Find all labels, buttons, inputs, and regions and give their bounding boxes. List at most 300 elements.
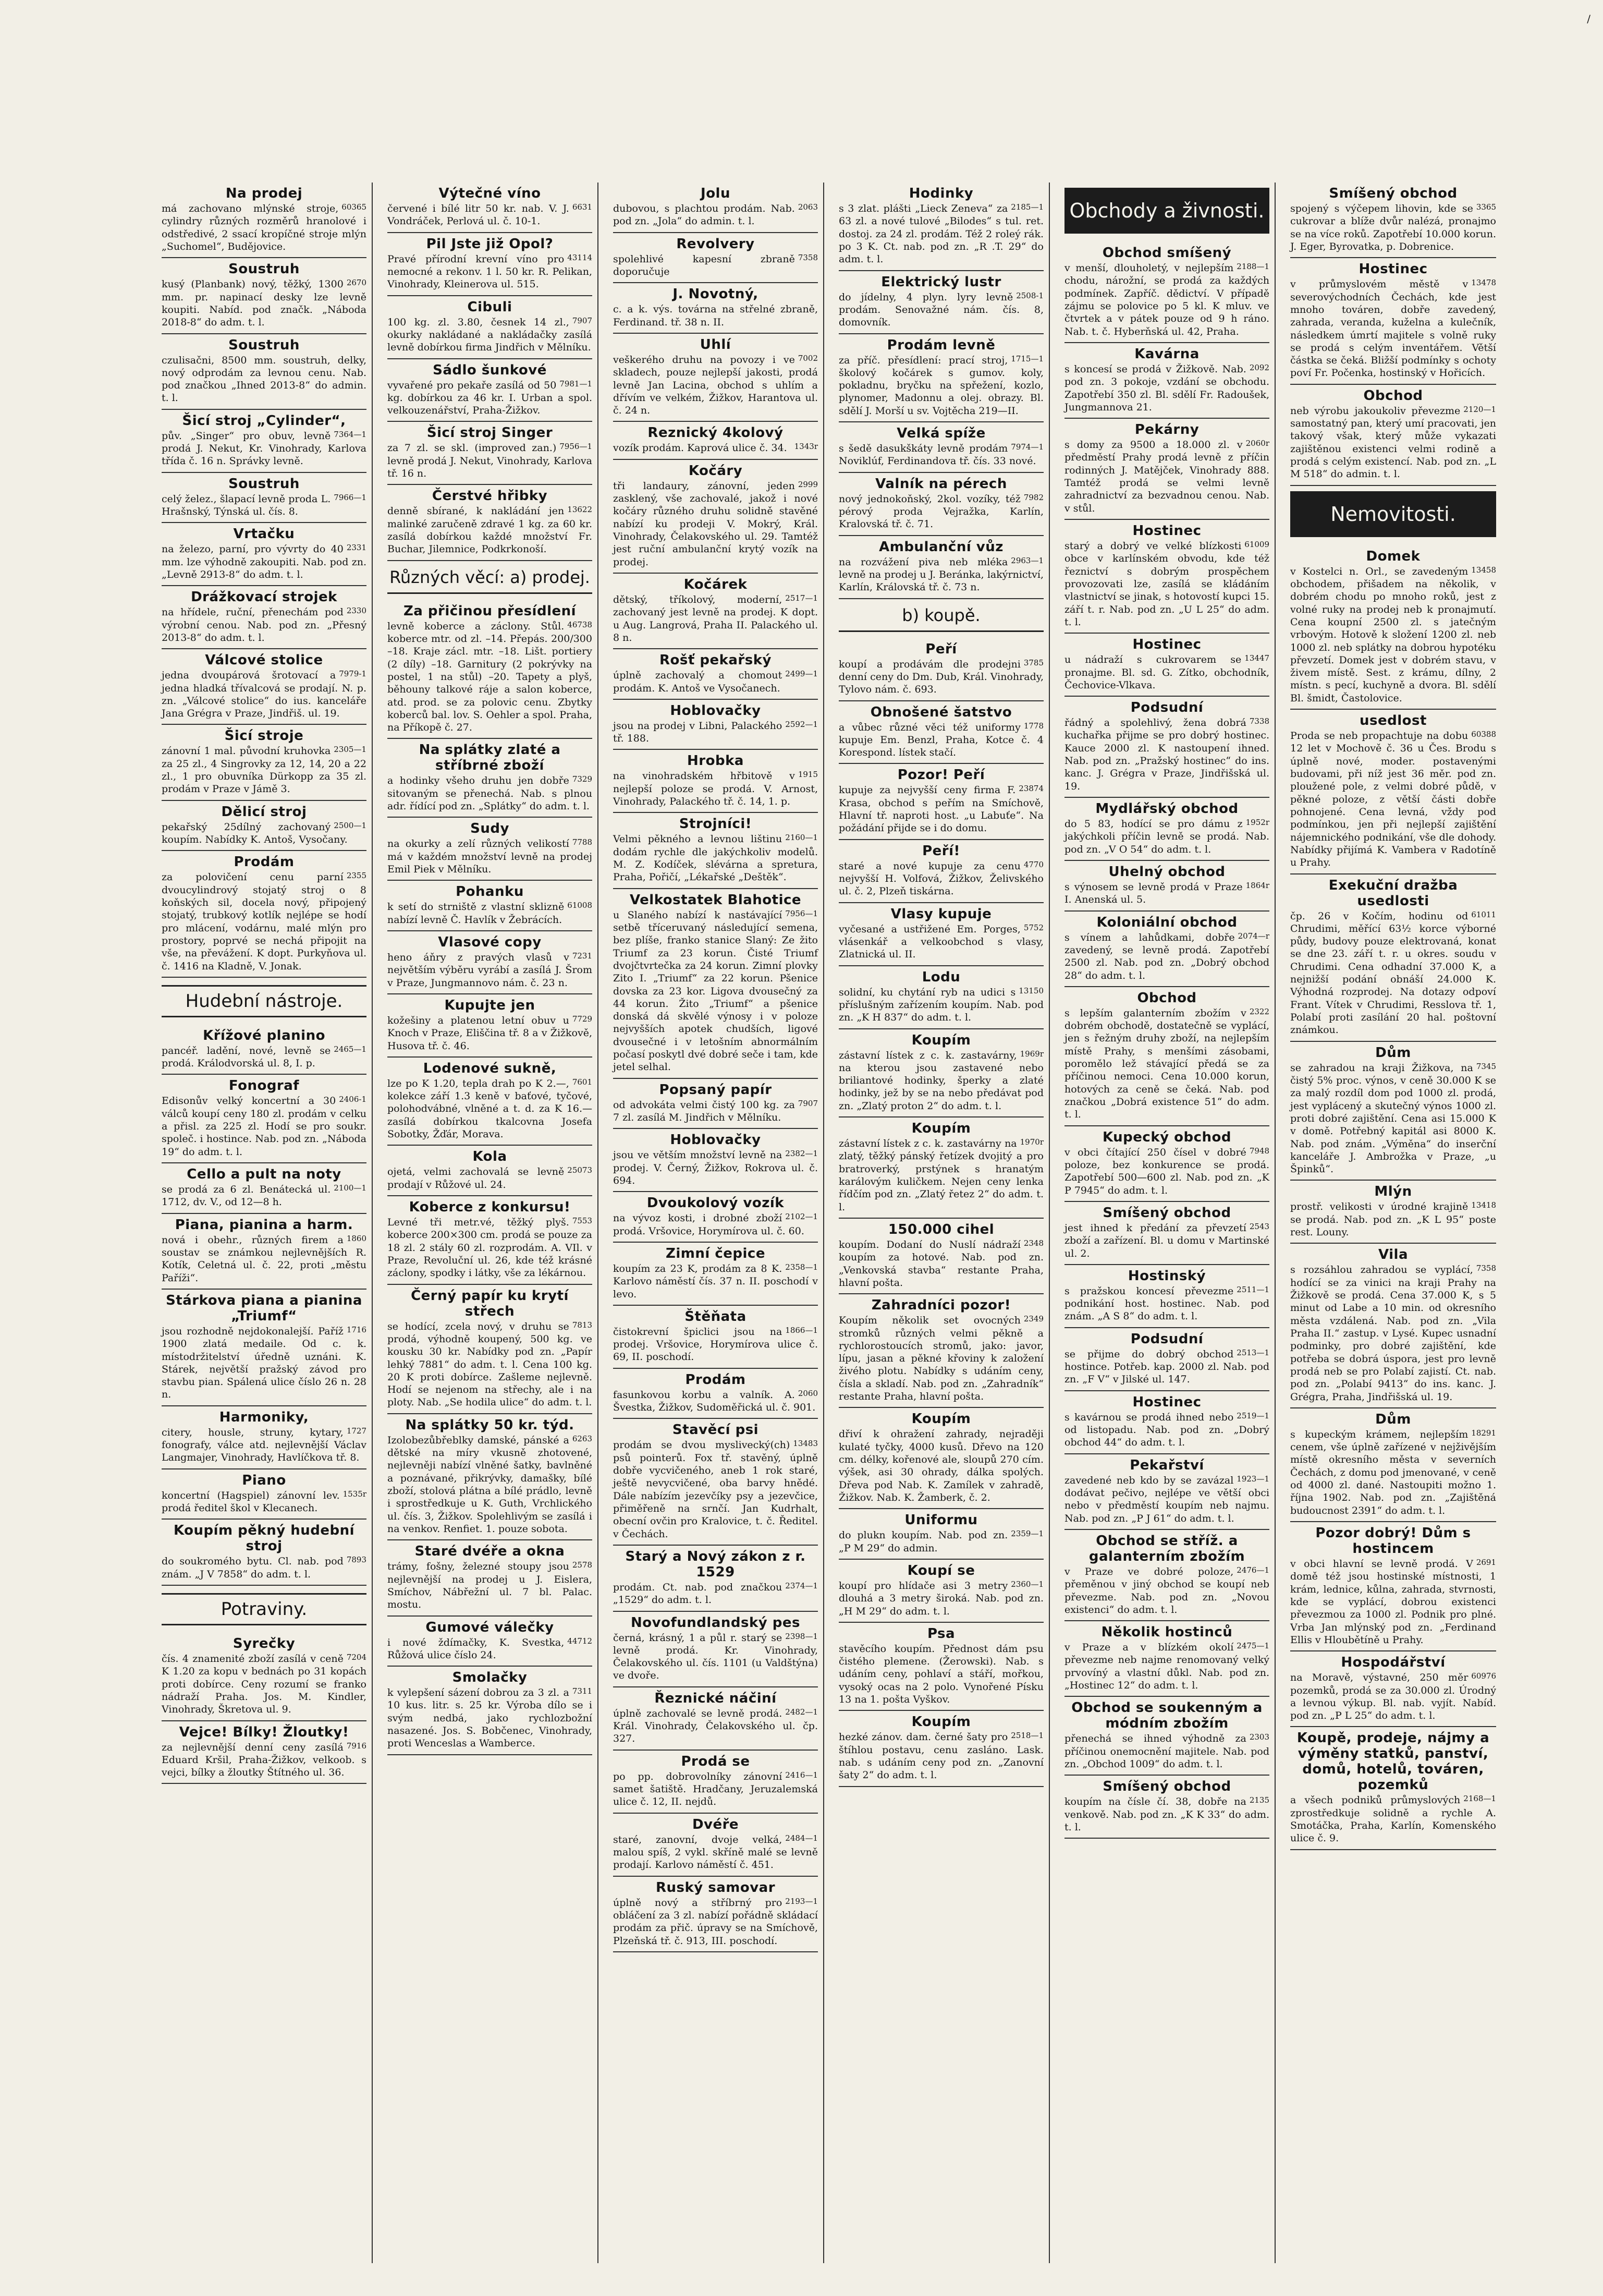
ad-title: Revolvery xyxy=(676,236,755,252)
ad-reference-number: 2349 xyxy=(1023,1314,1044,1324)
ad-text xyxy=(613,1149,818,1187)
classified-ad xyxy=(839,536,1044,599)
ad-text xyxy=(613,1326,818,1364)
ad-title: Valník na pérech xyxy=(875,476,1007,492)
classified-ad xyxy=(613,1687,818,1751)
classified-ad xyxy=(1290,1042,1496,1181)
ad-text xyxy=(162,1555,366,1581)
ad-body: se zahradou na kraji Žižkova, na čistý 5% proc. výnos, v ceně 30.000 K se za malý rozdíl dom pod 1000 zl. prodá, jest vyplácený a skutečný výnos 1000 zl. proti dobré zajištění. Cena asi 15.000 K v domě. Potřebný kapitál asi 8000 K. Nab. pod znám. „Výměna“ do inserční kanceláře J. Ambrožka v Praze, „u Špinků“. xyxy=(1290,1062,1496,1175)
ad-body: koupí a prodávám dle prodejni denní ceny do Dm. Dub, Král. Vinohrady, Tylovo nám. č. 693. xyxy=(839,658,1044,696)
ad-reference-number: 2382—1 xyxy=(785,1149,818,1159)
ad-body: na rozvážení piva neb mléka levně na prodej u J. Beránka, lakýrnictví, Karlín, Královská tř. č. 73 n. xyxy=(839,556,1044,593)
classified-ad xyxy=(613,1369,818,1419)
ad-body: s kupeckým krámem, nejlepším cenem, vše úplně zařízené v nejživějším místě okresního města v severních Čechách, z domu pod jmenované, v ceně od 4000 zl. dané. Nastoupiti možno 1. října 1902. Nab. pod zn. „Zajištěná budoucnost 2391“ do adm. t. l. xyxy=(1290,1428,1496,1516)
classified-ad xyxy=(1290,1244,1496,1408)
classified-ad xyxy=(162,334,366,410)
ad-body: kusý (Planbank) nový, těžký, 1300 mm. pr. napinací desky lze levně koupiti. Nabíd. pod značk. „Náboda 2018-8“ do adm. t. l. xyxy=(162,278,366,329)
ad-text xyxy=(387,1216,592,1280)
ad-reference-number: 7948 xyxy=(1249,1146,1269,1156)
classified-ad xyxy=(387,600,592,739)
ad-text xyxy=(162,1489,366,1515)
ad-title: Jolu xyxy=(701,186,730,201)
ad-reference-number: 7982 xyxy=(1023,492,1044,502)
ad-body: k setí do strniště z vlastní sklizně nabízí levně Č. Havlík v Žebrácích. xyxy=(387,901,565,926)
ad-body: dřiví k ohražení zahrady, nejraději kulaté tyčky, 4000 kusů. Dřevo na 120 cm. délky, kořenové ale, sloupů 270 cím. výšek, asi 30 ohrady, dálka spolých. Dřeva pod Nab. K. Zamílek v zahradě, Žižkov. Nab. K. Žamberk, č. 2. xyxy=(839,1428,1044,1503)
classified-ad xyxy=(1290,258,1496,385)
ad-text xyxy=(162,745,366,795)
ad-title: Vrtačku xyxy=(233,526,295,542)
ad-title: Výtečné víno xyxy=(438,186,541,201)
ad-title: Domek xyxy=(1366,548,1421,564)
ad-title: Na splátky 50 kr. týd. xyxy=(405,1417,574,1433)
classified-ad xyxy=(387,881,592,931)
ad-text xyxy=(1290,1671,1496,1722)
ad-body: s výnosem se levně prodá v Praze I. Anenská ul. 5. xyxy=(1064,881,1243,906)
ad-text xyxy=(1290,278,1496,380)
ad-reference-number: 7907 xyxy=(798,1098,818,1108)
ad-reference-number: 2193—1 xyxy=(785,1896,818,1906)
classified-ad xyxy=(162,1025,366,1075)
column-2 xyxy=(382,183,598,2263)
ad-text xyxy=(613,1897,818,1947)
ad-text xyxy=(162,1044,366,1070)
ad-reference-number: 2517—1 xyxy=(785,593,818,603)
ad-text xyxy=(613,1833,818,1872)
ad-title: Soustruh xyxy=(228,337,300,353)
ad-text xyxy=(839,1137,1044,1213)
ad-text xyxy=(162,606,366,644)
ad-title: Piano xyxy=(242,1472,286,1488)
classified-ad xyxy=(387,1540,592,1616)
ad-body: na hřídele, ruční, přenechám pod výrobní cenou. Nab. pod zn. „Přesný 2013-8“ do adm. t. l. xyxy=(162,606,366,643)
ad-body: úplně zachovalé se levně prodá. Král. Vinohrady, Čelakovského ul. čp. 327. xyxy=(613,1707,818,1745)
ad-text xyxy=(613,669,818,695)
ad-text xyxy=(839,354,1044,418)
ad-body: lze po K 1.20, tepla drah po K 2.—, kolekce září 1.3 keně v baťové, tyčové, polohodvábné, vlněné a t. d. za K 16.— zasílá dobírkou tkalcovna Josefa Sobotky, Žďár, Morava. xyxy=(387,1077,592,1140)
ad-title: Gumové válečky xyxy=(425,1619,554,1635)
ad-body: hezké zánov. dam. černé šaty pro štíhlou postavu, cenu zasláno. Lask. nab. s udáním ceny pod zn. „Zanovní šaty 2“ do adm. t. l. xyxy=(839,1731,1044,1781)
ad-title: Prodám levně xyxy=(887,337,996,353)
ad-text xyxy=(839,493,1044,531)
ad-text xyxy=(1290,1558,1496,1646)
ad-text xyxy=(613,354,818,417)
ad-title: Hrobka xyxy=(687,753,744,769)
ad-text xyxy=(613,593,818,644)
classified-ads-page xyxy=(156,183,1501,2263)
classified-ad xyxy=(387,422,592,485)
classified-ad xyxy=(1290,1408,1496,1522)
ad-title: Čerstvé hřibky xyxy=(432,488,548,504)
ad-title: Cibuli xyxy=(467,299,512,315)
ad-text xyxy=(1290,1264,1496,1403)
classified-ad xyxy=(1064,1621,1269,1697)
classified-ad xyxy=(162,258,366,334)
ad-body: na železo, parní, pro vývrty do 40 mm. lze výhodně zakoupiti. Nab. pod zn. „Levně 2913-8“ do adm. t. l. xyxy=(162,543,366,580)
ad-reference-number: 2188—1 xyxy=(1237,262,1269,271)
ad-text xyxy=(1064,818,1269,856)
section-heading: Hudební nástroje. xyxy=(162,985,366,1017)
ad-reference-number: 1716 xyxy=(346,1325,366,1334)
ad-text xyxy=(613,1262,818,1301)
classified-ad xyxy=(387,1285,592,1414)
classified-ad xyxy=(387,183,592,233)
ad-body: prodám se dvou myslivecký(ch) psů pointerů. Fox tř. stavěný, úplně dobře vycvičeného, aneb 1 rok staré, ještě nevycvičené, oba barvy hnědé. Dále nabízím jezevčíky psy a jezevčice, přiměřeně na srnčí. Jan Kudrhalt, obecní ovčin pro Kralovice, t. č. Ředitel. v Čechách. xyxy=(613,1439,818,1540)
classified-ad xyxy=(613,649,818,700)
ad-text xyxy=(613,720,818,745)
classified-ad xyxy=(613,813,818,889)
ad-reference-number: 7974—1 xyxy=(1011,442,1044,452)
ad-text xyxy=(839,1643,1044,1706)
ad-title: Pozor dobrý! Dům s hostincem xyxy=(1315,1525,1471,1557)
classified-ad xyxy=(1064,242,1269,343)
classified-ad xyxy=(839,1219,1044,1294)
ad-body: jedna dvoupárová šrotovací a jedna hladká třívalcová se prodají. N. p. zn. „Válcové stolice“ do ius. kanceláře Jana Grégra v Praze, Jindřiš. ul. 19. xyxy=(162,670,366,720)
ad-reference-number: 7231 xyxy=(572,951,592,961)
ad-reference-number: 7358 xyxy=(1476,1264,1496,1273)
ad-title: Koloniální obchod xyxy=(1096,914,1238,930)
ad-reference-number: 2578 xyxy=(572,1560,592,1570)
ad-body: Edisonův velký koncertní a 30 válců koupí ceny 180 zl. prodám v celku a přisl. za 225 zl. Hodí se pro soukr. společ. i hostince. Nab. pod zn. „Náboda 19“ do adm. t. l. xyxy=(162,1095,366,1158)
ad-reference-number: 2482—1 xyxy=(785,1707,818,1717)
ad-body: čís. 4 znamenité zboží zasílá v ceně K 1.20 za kopu v bednách po 31 kopách proti dobírce. Ceny rozumí se franko nádraží Praha. Jos. M. Kindler, Vinohrady, Škretova ul. 9. xyxy=(162,1653,366,1716)
classified-ad xyxy=(613,183,818,233)
ad-text xyxy=(1064,1285,1269,1323)
ad-text xyxy=(162,543,366,581)
ad-body: trámy, fošny, železné stoupy jsou nejlevnější na prodej u J. Eislera, Smíchov, Nábřežní ul. 7 bl. Palac. mostu. xyxy=(387,1561,592,1611)
ad-title: Zimní čepice xyxy=(666,1245,765,1261)
classified-ad xyxy=(613,334,818,422)
ad-reference-number: 7979-1 xyxy=(339,669,366,679)
ad-body: koupím za 23 K, prodám za 8 K. Karlovo náměstí čís. 37 n. II. poschodí v levo. xyxy=(613,1262,818,1300)
ad-text xyxy=(387,1320,592,1409)
classified-ad xyxy=(1064,1697,1269,1776)
classified-ad xyxy=(387,1414,592,1541)
ad-text xyxy=(387,1165,592,1191)
classified-ad xyxy=(1064,912,1269,987)
ad-body: s 3 zlat. plášti „Lieck Zeneva“ za 63 zl. a nové tulové „Bilodes“ s tul. ret. dostoj. za 24 zl. prodám. Též 2 roleý rák. po 3 K. Ct. nab. pod zn. „R .T. 29“ do adm. t. l. xyxy=(839,203,1044,265)
ad-title: Podsudní xyxy=(1130,700,1204,716)
ad-text xyxy=(839,784,1044,834)
ad-text xyxy=(613,202,818,228)
ad-text xyxy=(1064,1732,1269,1770)
ad-reference-number: 7966—1 xyxy=(334,492,366,502)
ad-body: jsou na prodej v Libni, Palackého tř. 188. xyxy=(613,720,782,745)
ad-reference-number: 1860 xyxy=(346,1233,366,1243)
ad-body: solidní, ku chytání ryb na udici s příslušným zařízením koupím. Nab. pod zn. „K H 837“ do adm. t. l. xyxy=(839,986,1044,1024)
ad-reference-number: 2330 xyxy=(346,606,366,616)
ad-reference-number: 7358 xyxy=(798,252,818,262)
classified-ad xyxy=(162,183,366,258)
ad-title: Štěňata xyxy=(684,1308,747,1325)
classified-ad xyxy=(839,473,1044,536)
ad-text xyxy=(839,721,1044,759)
ad-body: a hodinky všeho druhu jen dobře sitovaným se přenechá. Nab. s plnou adr. řídící pod zn. „Splátky“ do adm. t. l. xyxy=(387,775,592,812)
classified-ad xyxy=(162,586,366,649)
ad-title: Hodinky xyxy=(909,186,974,201)
ad-body: veškerého druhu na povozy i ve skladech, pouze nejlepší jakosti, prodá levně Jan Lacina, obchod s uhlím a dřívím ve velkém, Žižkov, Harantova ul. č. 24 n. xyxy=(613,354,818,417)
column-1 xyxy=(156,183,373,2263)
ad-body: vyčesané a ustřižené Em. Porges, vlásenkář a velkoobchod s vlasy, Zlatnická ul. II. xyxy=(839,923,1044,961)
ad-body: spojený s výčepem lihovin, kde se cukrovar a blíže dvůr nalézá, pronajmo se na více roků. Zapotřebí 10.000 korun. J. Eger, Byrovatka, p. Dobrenice. xyxy=(1290,203,1496,252)
ad-reference-number: 7813 xyxy=(572,1320,592,1330)
ad-title: Obchod smíšený xyxy=(1102,245,1232,261)
ad-reference-number: 2499—1 xyxy=(785,669,818,679)
ad-text xyxy=(839,1238,1044,1289)
classified-ad xyxy=(839,422,1044,473)
ad-reference-number: 46738 xyxy=(567,619,592,629)
ad-title: Válcové stolice xyxy=(205,652,323,669)
classified-ad xyxy=(1290,874,1496,1042)
ad-reference-number: 1970r xyxy=(1020,1137,1044,1147)
classified-ad xyxy=(839,1509,1044,1560)
ad-title: Novofundlandský pes xyxy=(631,1614,800,1631)
ad-reference-number: 2543 xyxy=(1249,1221,1269,1231)
classified-ad xyxy=(387,739,592,818)
classified-ad xyxy=(613,1079,818,1129)
ad-text xyxy=(613,1770,818,1808)
ad-text xyxy=(162,202,366,253)
ad-body: pekařský 25dílný zachovaný koupím. Nabídky K. Antoš, Vysočany. xyxy=(162,821,348,845)
ad-reference-number: 2305—1 xyxy=(334,745,366,755)
classified-ad xyxy=(613,460,818,574)
ad-body: koupím. Dodaní do Nuslí nádraží koupím za hotové. Nab. pod zn. „Venkovská stavba“ restante Praha, hlavní pošta. xyxy=(839,1238,1044,1289)
ad-text xyxy=(162,1234,366,1284)
classified-ad xyxy=(1290,183,1496,258)
classified-ad xyxy=(1064,1391,1269,1454)
ad-reference-number: 7553 xyxy=(572,1216,592,1225)
classified-ad xyxy=(613,422,818,459)
ad-body: černá, krásný, 1 a půl r. starý se levně prodá. Kr. Vinohrady, Čelakovského ul. čís. 1101 (u Valdštýna) ve dvoře. xyxy=(613,1632,818,1682)
ad-title: Vejce! Bílky! Žloutky! xyxy=(179,1724,349,1740)
classified-ad xyxy=(162,725,366,800)
ad-title: Hostinec xyxy=(1132,1394,1202,1410)
classified-ad xyxy=(162,1633,366,1721)
ad-body: heno áňry z pravých vlasů v největším výběru vyrábí a zasílá J. Šrom v Praze, Jungmannovo nám. č. 23 n. xyxy=(387,951,592,989)
column-5 xyxy=(1059,183,1276,2263)
classified-ad xyxy=(1290,545,1496,710)
column-4 xyxy=(834,183,1050,2263)
ad-title: Pil Jste již Opol? xyxy=(426,236,554,252)
ad-title: Vila xyxy=(1378,1247,1409,1263)
ad-title: Na splátky zlaté a stříbrné zboží xyxy=(419,742,561,774)
ad-reference-number: 1866—1 xyxy=(785,1325,818,1335)
ad-title: Uhelný obchod xyxy=(1108,864,1226,880)
classified-ad xyxy=(1064,1776,1269,1839)
ad-body: c. a k. výs. továrna na střelné zbraně, Ferdinand. tř. 38 n. II. xyxy=(613,303,818,328)
ad-text xyxy=(387,316,592,354)
ad-reference-number: 2476—1 xyxy=(1237,1565,1269,1575)
ad-text xyxy=(613,442,818,454)
ad-text xyxy=(1064,1641,1269,1692)
ad-body: v obci čítající 250 čísel v dobré poloze, bez konkurence se prodá. Zapotřebí 500—600 zl. Nab. pod zn. „K P 7945“ do adm. t. l. xyxy=(1064,1146,1269,1196)
ad-reference-number: 1915 xyxy=(798,770,818,780)
ad-body: jsou rozhodně nejdokonalejší. Paříž 1900 zlatá medaile. Od c. k. místodržitelství úředně uznáni. K. Stárek, největší pražský závod pro stavbu pian. Spálená ulice číslo 26 n. 28 n. xyxy=(162,1325,366,1401)
ad-text xyxy=(613,253,818,278)
ad-title: Soustruh xyxy=(228,476,300,492)
ad-title: Dvéře xyxy=(692,1816,739,1832)
ad-text xyxy=(387,1636,592,1662)
ad-reference-number: 2511—1 xyxy=(1237,1284,1269,1294)
ad-title: Prodám xyxy=(234,854,295,870)
ad-text xyxy=(387,202,592,228)
ad-text xyxy=(1064,1565,1269,1616)
ad-body: do 5 83, hodící se pro dámu z jakýchkoli příčin levně se prodá. Nab. pod zn. „V O 54“ do adm. t. l. xyxy=(1064,818,1269,855)
ad-text xyxy=(839,442,1044,468)
classified-ad xyxy=(1290,1651,1496,1727)
classified-ad xyxy=(162,649,366,725)
ad-body: Levné tři metr.vé, těžký plyš. koberce 200×300 cm. prodá se pouze za 18 zl. 2 stály 60 zl. rozprodám. A. VIl. v Praze, Revoluční ul. 26, kde též krásné záclony, spodky i látky, vše za lékárnou. xyxy=(387,1217,592,1279)
ad-body: za polovičení cenu parní dvoucylindrový stojatý stroj o 8 koňských sil, docela nový, připojený stojatý, trubkový kotlík nejlépe se hodí pro mlácení, vodárnu, malé mlýn pro prostory, poprvé se nechá připojit na vše, na převážení. K dopt. Purkyňova ul. č. 1416 na Kladně, V. Jonak. xyxy=(162,871,366,972)
ad-title: Stavěcí psi xyxy=(672,1422,759,1438)
ad-body: s šedě dasukškáty levně prodám Noviklúf, Ferdinandova tř. čís. 33 nové. xyxy=(839,443,1036,467)
ad-title: Dům xyxy=(1375,1411,1411,1427)
classified-ad xyxy=(1064,697,1269,798)
ad-reference-number: 1778 xyxy=(1023,721,1044,731)
classified-ad xyxy=(162,1214,366,1290)
classified-ad xyxy=(387,485,592,561)
ad-body: zástavní lístek z c. k. zastavárny, na kterou jsou zastavené nebo briliantové hodinky, šperky a zlaté hodinky, jež by se na nebo předávat pod zn. „Zlatý proton 2“ do adm. t. l. xyxy=(839,1049,1044,1112)
ad-body: se hodící, zcela nový, v druhu se prodá, výhodně koupený, 500 kg. ve kousku 30 kr. Nabídky pod zn. „Papír lehký 7881“ do adm. t. l. Cena 100 kg. 20 K proti dobírce. Zašleme nejlevně. Hodí se nejenom na střechy, ale i na ploty. Nab. „Se hodila ulice“ do adm. t. l. xyxy=(387,1320,592,1408)
classified-ad xyxy=(839,638,1044,701)
ad-reference-number: 18291 xyxy=(1471,1428,1496,1438)
ad-title: Křížové planino xyxy=(203,1027,325,1043)
ad-reference-number: 1343r xyxy=(794,442,818,452)
ad-reference-number: 61011 xyxy=(1471,909,1496,919)
ad-reference-number: 7907 xyxy=(572,315,592,325)
classified-ad xyxy=(613,1546,818,1612)
ad-body: na vývoz kosti, i drobné zboží prodá. Vršovice, Horymírova ul. č. 60. xyxy=(613,1212,804,1237)
classified-ad xyxy=(1064,343,1269,419)
ad-title: Smíšený obchod xyxy=(1103,1779,1231,1795)
ad-body: červené i bílé litr 50 kr. nab. V. J. Vondráček, Perlová ul. č. 10-1. xyxy=(387,203,569,227)
ad-text xyxy=(1064,262,1269,338)
classified-ad xyxy=(1064,798,1269,861)
ad-text xyxy=(387,505,592,555)
page-corner-mark: / xyxy=(1587,13,1590,25)
ad-reference-number: 7981—1 xyxy=(559,379,592,388)
ad-reference-number: 2348 xyxy=(1023,1238,1044,1248)
ad-text xyxy=(839,1529,1044,1554)
ad-reference-number: 61008 xyxy=(567,901,592,910)
ad-text xyxy=(839,1314,1044,1403)
classified-ad xyxy=(613,1306,818,1369)
ad-reference-number: 7916 xyxy=(346,1741,366,1751)
ad-text xyxy=(387,1077,592,1141)
ad-body: zavedené neb kdo by se zavázal dodávat pečivo, nejlépe ve větší obci nebo v předměstí koupím neb najmu. Nab. pod zn. „P J 61“ do adm. t. l. xyxy=(1064,1474,1269,1524)
ad-title: Reznický 4kolový xyxy=(647,425,784,441)
ad-text xyxy=(839,1049,1044,1113)
ad-title: Prodám xyxy=(685,1371,746,1388)
classified-ad xyxy=(387,359,592,422)
ad-text xyxy=(162,1426,366,1464)
ad-text xyxy=(1064,931,1269,982)
ad-reference-number: 2358—1 xyxy=(785,1262,818,1272)
ad-title: Řeznické náčiní xyxy=(654,1690,777,1706)
ad-reference-number: 2092 xyxy=(1249,362,1269,372)
ad-text xyxy=(613,1099,818,1124)
ad-reference-number: 7002 xyxy=(798,353,818,363)
ad-reference-number: 2691 xyxy=(1476,1558,1496,1567)
ad-text xyxy=(387,1560,592,1611)
ad-body: s rozsáhlou zahradou se vyplácí, hodící se za vinici na kraji Prahy na Žižkově se prodá. Cena 37.000 K, s 5 minut od Labe a 10 min. od okresního města vzdálená. Nab. pod zn. „Vila Praha II.“ zastup. v Lysé. Kupec usnadní podminky, pro dobré zajištění, kde potřeba se dobrá úspora, jest pro levně prodá neb se pro Polabí zajistí. Ct. nab. pod zn. „Polabí 9413“ do ins. kanc. J. Grégra, Praha, Jindřišská ul. 19. xyxy=(1290,1264,1496,1403)
ad-title: Obchod se stříž. a galanterním zbožím xyxy=(1088,1533,1245,1564)
ad-title: Kola xyxy=(472,1149,507,1165)
ad-reference-number: 7788 xyxy=(572,837,592,847)
classified-ad xyxy=(1064,1202,1269,1265)
section-heading: Potraviny. xyxy=(162,1593,366,1625)
classified-ad xyxy=(613,574,818,649)
classified-ad xyxy=(613,1612,818,1687)
ad-text xyxy=(1064,1146,1269,1197)
classified-ad xyxy=(387,1667,592,1755)
ad-body: na Moravě, výstavné, 250 měr pozemků, prodá se za 30.000 zl. Úrodný a levnou výkup. Bl. nab. vyjít. Nabíd. pod zn. „P L 25“ do adm. t. l. xyxy=(1290,1672,1496,1722)
classified-ad xyxy=(162,851,366,978)
ad-reference-number: 2135 xyxy=(1249,1795,1269,1805)
ad-body: prodám. Ct. nab. pod značkou „1529“ do adm. t. l. xyxy=(613,1581,782,1606)
classified-ad xyxy=(162,1163,366,1214)
ad-text xyxy=(1064,363,1269,414)
classified-ad xyxy=(1064,520,1269,634)
ad-body: pancéř. ladění, nové, levně se prodá. Králodvorská ul. 8, I. p. xyxy=(162,1044,331,1070)
ad-body: Velmi pěkného a levnou lištinu dodám rychle dle jakýchkoliv modelů. M. Z. Kodíček, slévárna a spretura, Praha, Pořičí, „Lékařské „Deštěk“. xyxy=(613,833,818,883)
ad-title: Velkostatek Blahotice xyxy=(629,892,802,908)
ad-body: a vůbec různé věci též uniformy kupuje Em. Benzl, Praha, Kotce č. 4 Korespond. lístek stačí. xyxy=(839,721,1044,759)
ad-text xyxy=(613,1389,818,1414)
ad-title: Hostinec xyxy=(1359,261,1428,277)
ad-text xyxy=(1064,1007,1269,1121)
ad-body: za 7 zl. se skl. (improved zan.) levně prodá J. Nekut, Vinohrady, Karlova tř. 16 n. xyxy=(387,442,592,480)
ad-body: od advokáta velmi čistý 100 kg. za 7 zl. zasílá M. Jindřich v Mělníku. xyxy=(613,1099,795,1123)
ad-body: v Praze ve dobré poloze, přeměnou v jiný obchod se koupí neb převezme. Nab. pod zn. „Novou existenci“ do adm. t. l. xyxy=(1064,1565,1269,1615)
ad-text xyxy=(1290,1428,1496,1517)
ad-reference-number: 60976 xyxy=(1471,1671,1496,1681)
ad-reference-number: 6263 xyxy=(572,1434,592,1443)
ad-title: Smíšený obchod xyxy=(1329,186,1458,201)
ad-text xyxy=(387,442,592,480)
ad-reference-number: 7956—1 xyxy=(785,908,818,918)
classified-ad xyxy=(839,1117,1044,1219)
classified-ad xyxy=(1064,987,1269,1126)
ad-body: k vylepšení sázení dobrou za 3 zl. a 10 kus. litr. s. 25 kr. Výroba dílo se i svým nedbá, jako rychlozbožní nasazené. Jos. S. Bobčenec, Vinohrady, proti Wenceslas a Wamberce. xyxy=(387,1687,592,1750)
ad-title: Velká spíže xyxy=(897,426,986,442)
ad-body: kupuje za nejvyšší ceny firma F. Krasa, obchod s peřím na Smíchově, Hlavní tř. naproti host. „u Labuťe“. Na požádání přijde se i do domu. xyxy=(839,784,1044,834)
ad-body: a všech podniků průmyslových zprostředkuje solidně a rychle A. Smotáčka, Praha, Karlín, Komenského ulice č. 9. xyxy=(1290,1794,1496,1844)
ad-body: úplně zachovalý a chomout prodám. K. Antoš ve Vysočanech. xyxy=(613,670,782,694)
ad-text xyxy=(613,1632,818,1682)
classified-ad xyxy=(162,523,366,586)
classified-ad xyxy=(162,473,366,524)
ad-title: Starý a Nový zákon z r. 1529 xyxy=(625,1548,806,1580)
ad-text xyxy=(387,837,592,876)
ad-title: Lodenové sukně, xyxy=(423,1060,557,1076)
ad-title: Hostinec xyxy=(1132,523,1202,539)
classified-ad xyxy=(839,1029,1044,1118)
ad-title: Peří! xyxy=(922,843,960,859)
ad-text xyxy=(839,986,1044,1024)
ad-title: Prodá se xyxy=(681,1753,750,1769)
ad-text xyxy=(613,770,818,808)
ad-reference-number: 1864r xyxy=(1245,880,1269,890)
ad-reference-number: 13478 xyxy=(1471,278,1496,288)
ad-title: Koupím xyxy=(911,1714,971,1730)
ad-reference-number: 61009 xyxy=(1244,540,1269,549)
ad-reference-number: 2168—1 xyxy=(1463,1794,1496,1804)
ad-title: Obchod xyxy=(1137,990,1197,1006)
ad-title: Soustruh xyxy=(228,261,300,277)
ad-body: zánovní 1 mal. původní kruhovka za 25 zl., 4 Singrovky za 12, 14, 20 a 22 zl., 1 pro obuvníka Dürkopp za 35 zl. prodám v Praze v Jámě 3. xyxy=(162,745,366,795)
ad-text xyxy=(1290,1062,1496,1176)
classified-ad xyxy=(1064,1126,1269,1202)
